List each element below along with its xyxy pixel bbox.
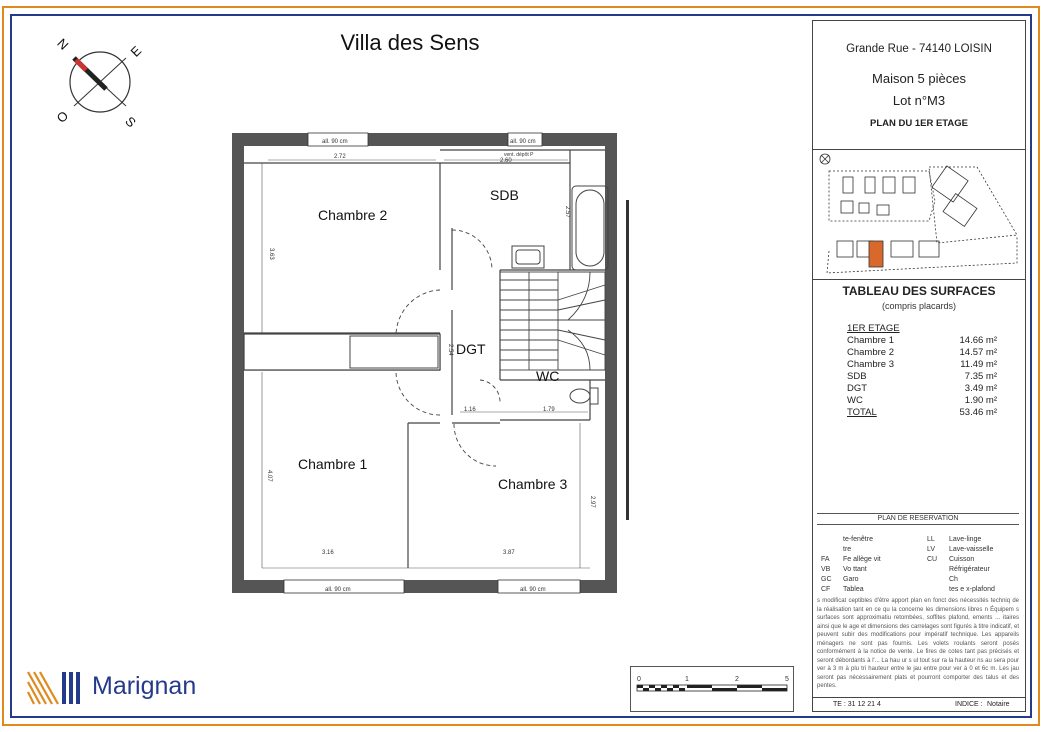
- room-sdb: SDB: [490, 187, 519, 203]
- dim-407: 4.07: [266, 470, 272, 482]
- address: Grande Rue - 74140 LOISIN: [846, 43, 992, 55]
- scale-label-2: 2: [735, 676, 739, 683]
- room-wc: WC: [536, 368, 560, 384]
- dim-all-2: all. 90 cm: [510, 139, 536, 145]
- scale-label-1: 1: [685, 676, 689, 683]
- surface-total-row: TOTAL 53.46 m²: [847, 407, 997, 418]
- dim-179: 1.79: [543, 407, 555, 413]
- surface-row: DGT 3.49 m²: [847, 383, 997, 394]
- brand-name: Marignan: [92, 672, 197, 700]
- dim-254: 2.54: [447, 344, 453, 356]
- surfaces-title: TABLEAU DES SURFACES: [842, 284, 996, 298]
- surface-row: Chambre 3 11.49 m²: [847, 359, 997, 370]
- compass-s: S: [122, 113, 139, 131]
- lot-highlight: [869, 241, 883, 267]
- surfaces-table: [847, 323, 997, 419]
- compass-e: E: [127, 43, 145, 60]
- dim-297: 2.97: [589, 496, 595, 508]
- surfaces-subtitle: (compris placards): [881, 301, 957, 311]
- room-dgt: DGT: [456, 341, 486, 357]
- reservation-title: PLAN DE RESERVATION: [817, 513, 1019, 525]
- dim-all-1: all. 90 cm: [322, 139, 348, 145]
- reservation-notes: s modificat ceptibles d'être apport plan en fonct des nécessités techniq de la réalisation tant en ce qu la concerne les dimensions libres n Équipem s surfaces sont approximatiu retombées, soffites plafond, ements ... itaires ainsi que le age et dimensions des carrelages sont figurés à titre indicatif, et peuvent subir des modifications pour impératif technique. Les appareils ménagers ne sont pas fournis. Les volets roulants seront posés conformément à la notice de vente. Le fires de cotes tant pas précisés et seront débordants à l'... La hau ur s ul tout sur ra la hauteur ns au sera pour ver à 3 m à plu tri hauteur entre le jau entre pour ver à 0 et 6c m. Les jau seront pas nécessairement plats et pourront comporter des talus et des pentes.: [817, 598, 1019, 689]
- project-title: Villa des Sens: [340, 30, 480, 55]
- footer-indice-value: Notaire: [987, 701, 1010, 708]
- compass-o: O: [53, 108, 72, 126]
- surface-row: WC 1.90 m²: [847, 395, 997, 406]
- title-block-footer: [813, 697, 1025, 712]
- maison-type: Maison 5 pièces: [872, 71, 966, 86]
- dim-116: 1.16: [464, 407, 476, 413]
- dim-vent: vent. dépôt P: [504, 152, 534, 158]
- reservation-legend: te-fenêtre LL Lave-linge tre LV Lave-vaisselle FA Fe allège vit CU Cuisson VB Vo ttant Réfrigérateur GC Garo Ch CF Tablea tes e x-plafond: [821, 536, 995, 593]
- dim-272: 2.72: [334, 154, 346, 160]
- reservation-block: [817, 513, 1019, 695]
- dim-260: 2.60: [500, 158, 512, 164]
- surface-row: Chambre 1 14.66 m²: [847, 335, 997, 346]
- title-block: [812, 20, 1026, 712]
- dim-316: 3.16: [322, 550, 334, 556]
- marignan-logo-icon: [26, 670, 86, 706]
- footer-left: TE : 31 12 21 4: [833, 701, 881, 708]
- dim-257: 2.57: [564, 206, 570, 218]
- compass-n: N: [54, 35, 72, 53]
- scale-label-0: 0: [637, 676, 641, 683]
- surfaces-section: 1ER ETAGE: [847, 323, 900, 334]
- lot-number: Lot n°M3: [892, 93, 946, 108]
- footer-indice-label: INDICE :: [955, 701, 983, 708]
- scale-label-5: 5: [785, 676, 789, 683]
- dim-387: 3.87: [503, 550, 515, 556]
- plan-label: PLAN DU 1ER ETAGE: [869, 118, 968, 129]
- room-chambre-2: Chambre 2: [318, 207, 388, 223]
- dim-363: 3.63: [268, 248, 274, 260]
- surface-row: SDB 7.35 m²: [847, 371, 997, 382]
- room-chambre-1: Chambre 1: [298, 456, 368, 472]
- dim-all-4: all. 90 cm: [520, 587, 546, 593]
- scale-bar: [630, 666, 794, 712]
- room-chambre-3: Chambre 3: [498, 476, 568, 492]
- dim-all-3: all. 90 cm: [325, 587, 351, 593]
- site-plan: [817, 151, 1023, 277]
- surface-row: Chambre 2 14.57 m²: [847, 347, 997, 358]
